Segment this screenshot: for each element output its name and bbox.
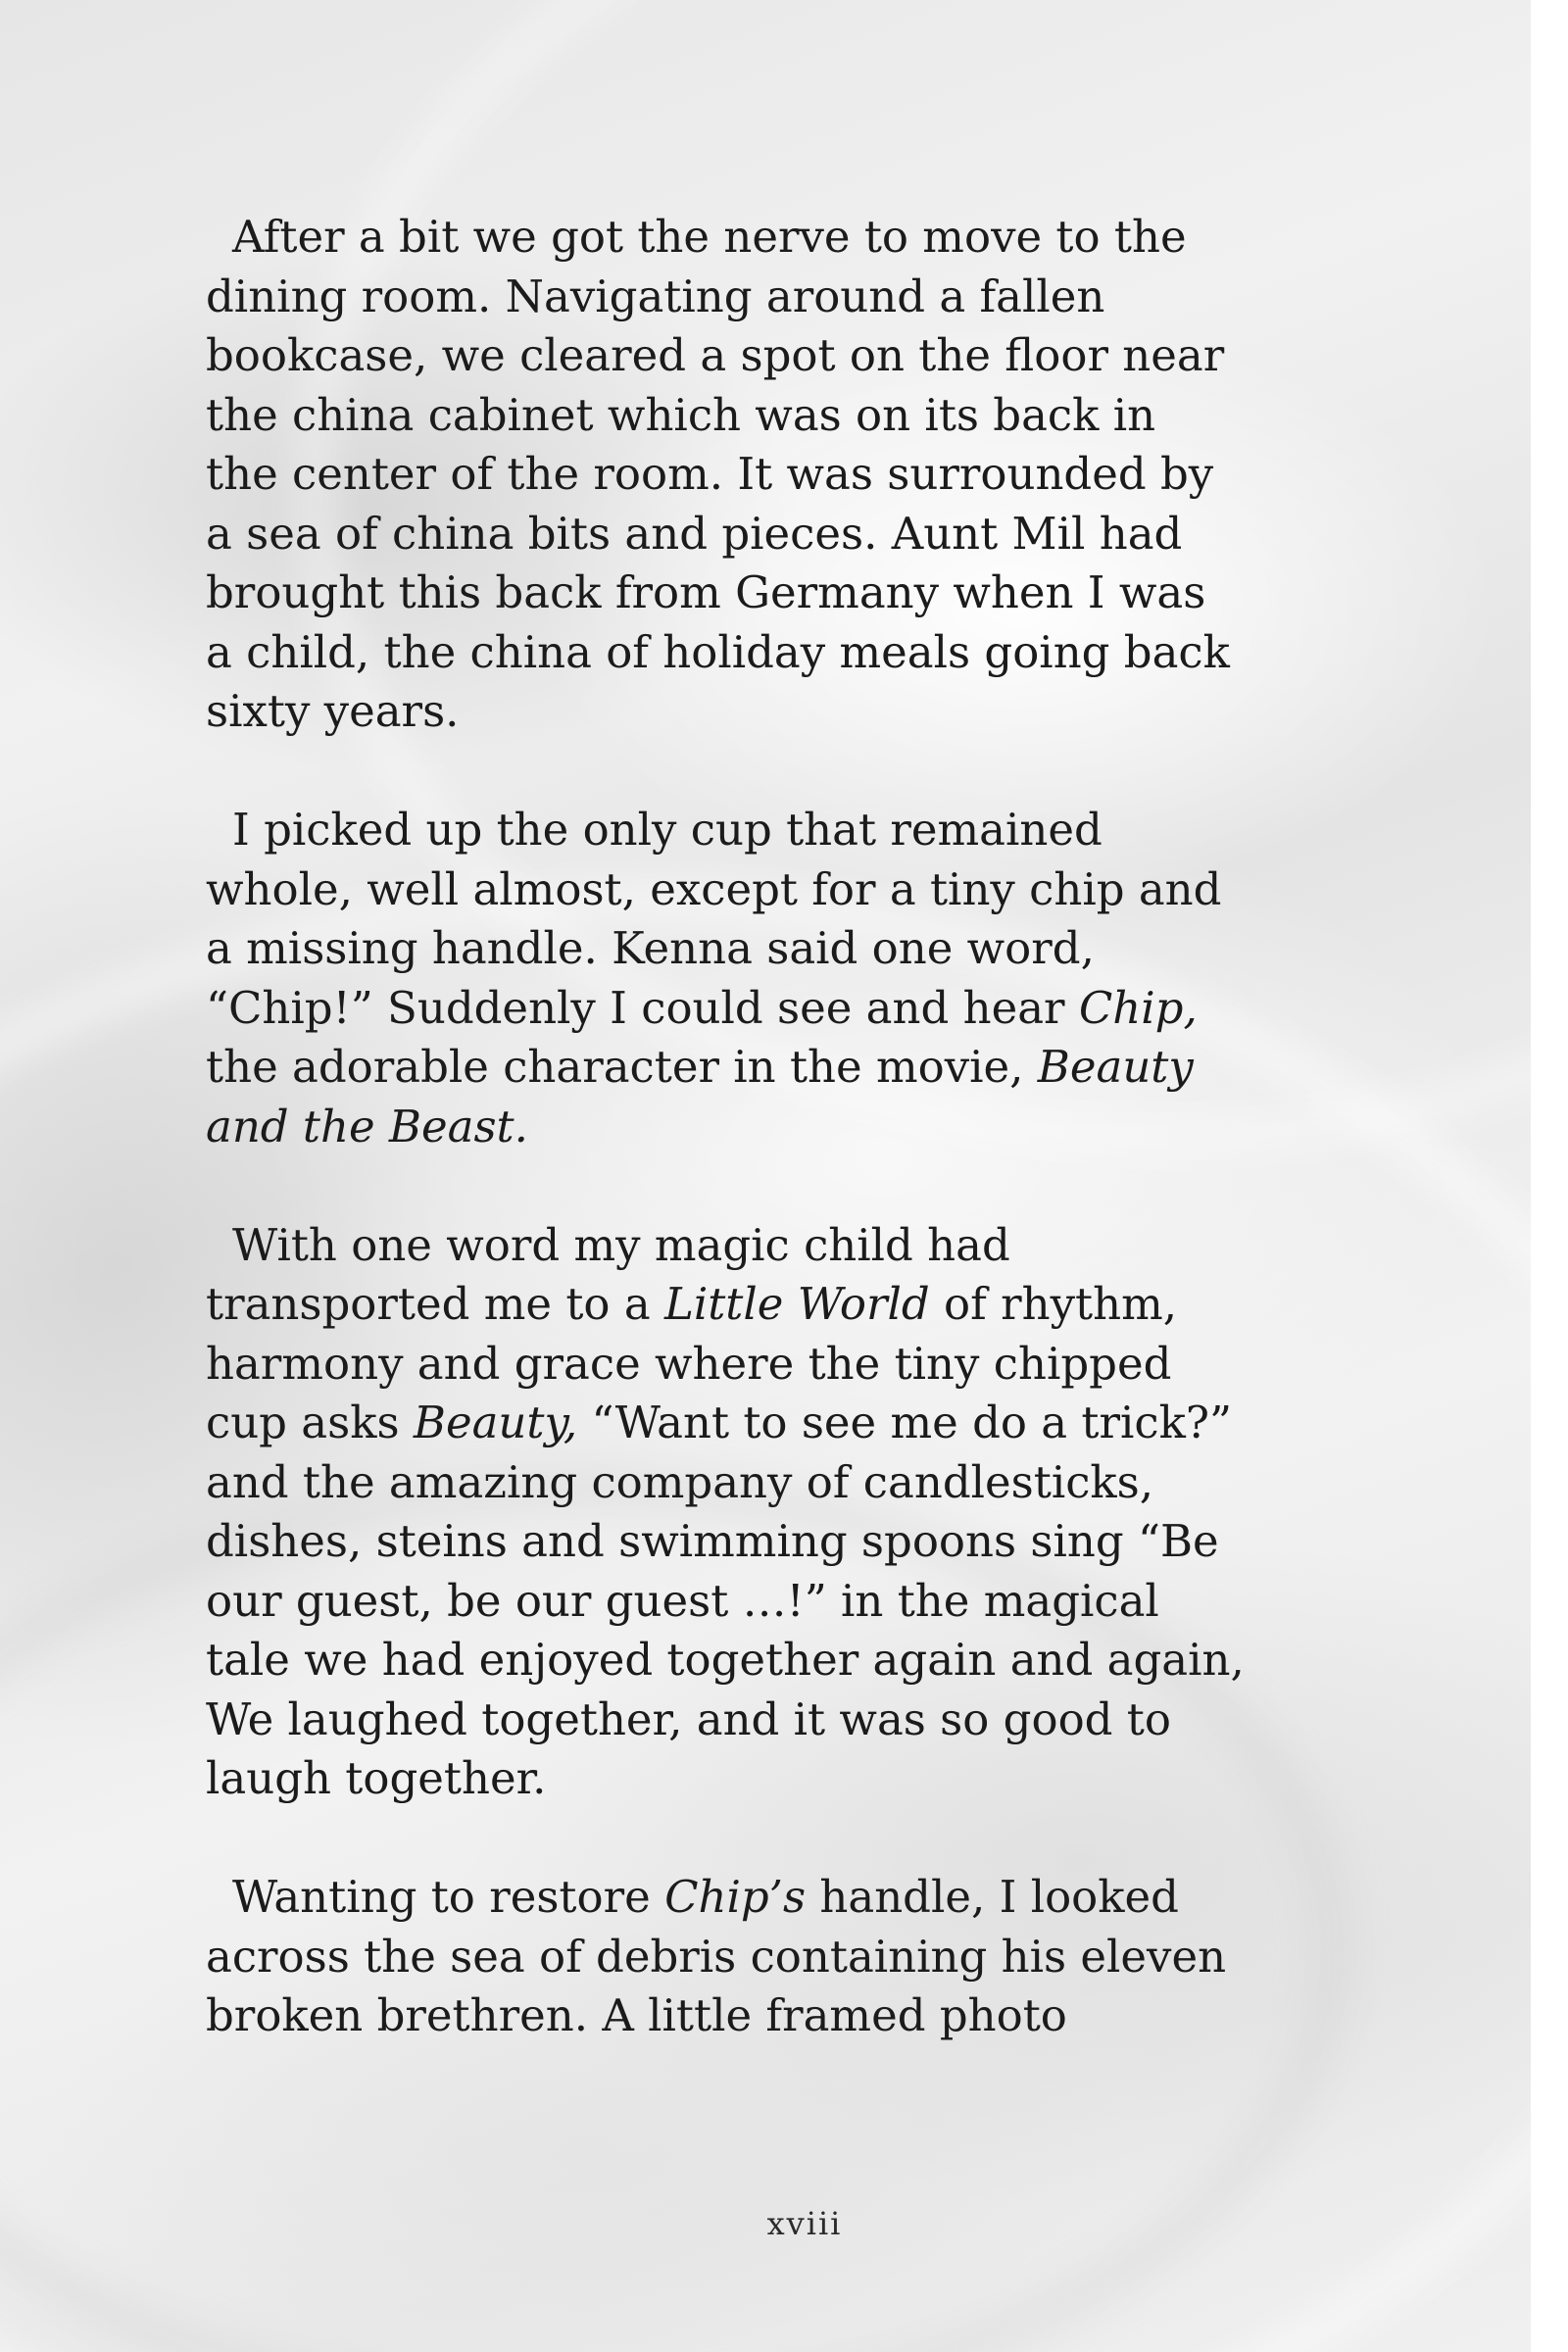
italic-text-run: and the Beast. bbox=[206, 1100, 528, 1152]
text-run: “Chip!” Suddenly I could see and hear bbox=[206, 981, 1079, 1034]
text-line bbox=[206, 919, 1333, 979]
text-run: We laughed together, and it was so good to bbox=[206, 1692, 1171, 1745]
page-number: xviii bbox=[766, 2205, 843, 2242]
text-line bbox=[206, 1928, 1333, 1987]
text-line bbox=[206, 326, 1333, 386]
text-run: across the sea of debris containing his eleven bbox=[206, 1930, 1227, 1983]
italic-text-run: Chip, bbox=[1078, 981, 1198, 1034]
text-line bbox=[206, 1749, 1333, 1809]
text-run: Wanting to restore bbox=[232, 1871, 665, 1923]
text-run: whole, well almost, except for a tiny chip and bbox=[206, 862, 1222, 915]
paragraph bbox=[206, 801, 1333, 1156]
text-line bbox=[206, 1216, 1333, 1276]
text-run: cup asks bbox=[206, 1396, 414, 1448]
text-run: dining room. Navigating around a fallen bbox=[206, 270, 1105, 322]
text-run: and the amazing company of candlesticks, bbox=[206, 1455, 1154, 1508]
text-run: a missing handle. Kenna said one word, bbox=[206, 922, 1095, 974]
text-run: With one word my magic child had bbox=[232, 1218, 1010, 1271]
text-run: brought this back from Germany when I was bbox=[206, 566, 1206, 618]
text-line bbox=[206, 1275, 1333, 1335]
text-line bbox=[206, 445, 1333, 505]
text-run: the center of the room. It was surrounded by bbox=[206, 448, 1214, 500]
text-run: laugh together. bbox=[206, 1752, 547, 1804]
text-line bbox=[206, 1038, 1333, 1098]
text-line bbox=[206, 860, 1333, 920]
text-line bbox=[206, 1572, 1333, 1632]
body-text bbox=[206, 208, 1333, 2046]
italic-text-run: Little World bbox=[663, 1278, 930, 1330]
text-run: harmony and grace where the tiny chipped bbox=[206, 1337, 1172, 1390]
text-line bbox=[206, 1986, 1333, 2046]
text-run: transported me to a bbox=[206, 1278, 664, 1330]
text-line bbox=[206, 623, 1333, 683]
paragraph bbox=[206, 208, 1333, 742]
text-run: bookcase, we cleared a spot on the floor near bbox=[206, 329, 1225, 381]
text-line bbox=[206, 801, 1333, 860]
text-line bbox=[206, 1512, 1333, 1572]
text-line bbox=[206, 1453, 1333, 1513]
text-line bbox=[206, 979, 1333, 1039]
text-run: After a bit we got the nerve to move to the bbox=[232, 211, 1187, 263]
text-run: dishes, steins and swimming spoons sing “Be bbox=[206, 1515, 1219, 1567]
text-run: a sea of china bits and pieces. Aunt Mil had bbox=[206, 507, 1183, 560]
text-run: broken brethren. A little framed photo bbox=[206, 1989, 1067, 2041]
paragraph bbox=[206, 1868, 1333, 2046]
text-line bbox=[206, 682, 1333, 742]
text-run: of rhythm, bbox=[929, 1278, 1178, 1330]
text-line bbox=[206, 1098, 1333, 1157]
text-line bbox=[206, 505, 1333, 564]
text-line bbox=[206, 268, 1333, 327]
italic-text-run: Beauty bbox=[1037, 1041, 1194, 1093]
text-run: our guest, be our guest …!” in the magical bbox=[206, 1574, 1159, 1627]
italic-text-run: Chip’s bbox=[664, 1871, 807, 1923]
text-line bbox=[206, 386, 1333, 446]
text-run: the adorable character in the movie, bbox=[206, 1041, 1038, 1093]
text-run: the china cabinet which was on its back in bbox=[206, 388, 1156, 441]
text-line bbox=[206, 564, 1333, 623]
text-run: tale we had enjoyed together again and again, bbox=[206, 1634, 1245, 1686]
text-run: sixty years. bbox=[206, 685, 460, 737]
text-line bbox=[206, 1394, 1333, 1453]
text-line bbox=[206, 208, 1333, 268]
text-line bbox=[206, 1631, 1333, 1690]
text-run: a child, the china of holiday meals going back bbox=[206, 625, 1230, 678]
text-run: handle, I looked bbox=[806, 1871, 1179, 1923]
text-line bbox=[206, 1868, 1333, 1928]
text-line bbox=[206, 1335, 1333, 1395]
text-line bbox=[206, 1690, 1333, 1750]
italic-text-run: Beauty, bbox=[413, 1396, 578, 1448]
text-run: “Want to see me do a trick?” bbox=[577, 1396, 1233, 1448]
text-run: I picked up the only cup that remained bbox=[232, 804, 1102, 856]
paragraph bbox=[206, 1216, 1333, 1809]
